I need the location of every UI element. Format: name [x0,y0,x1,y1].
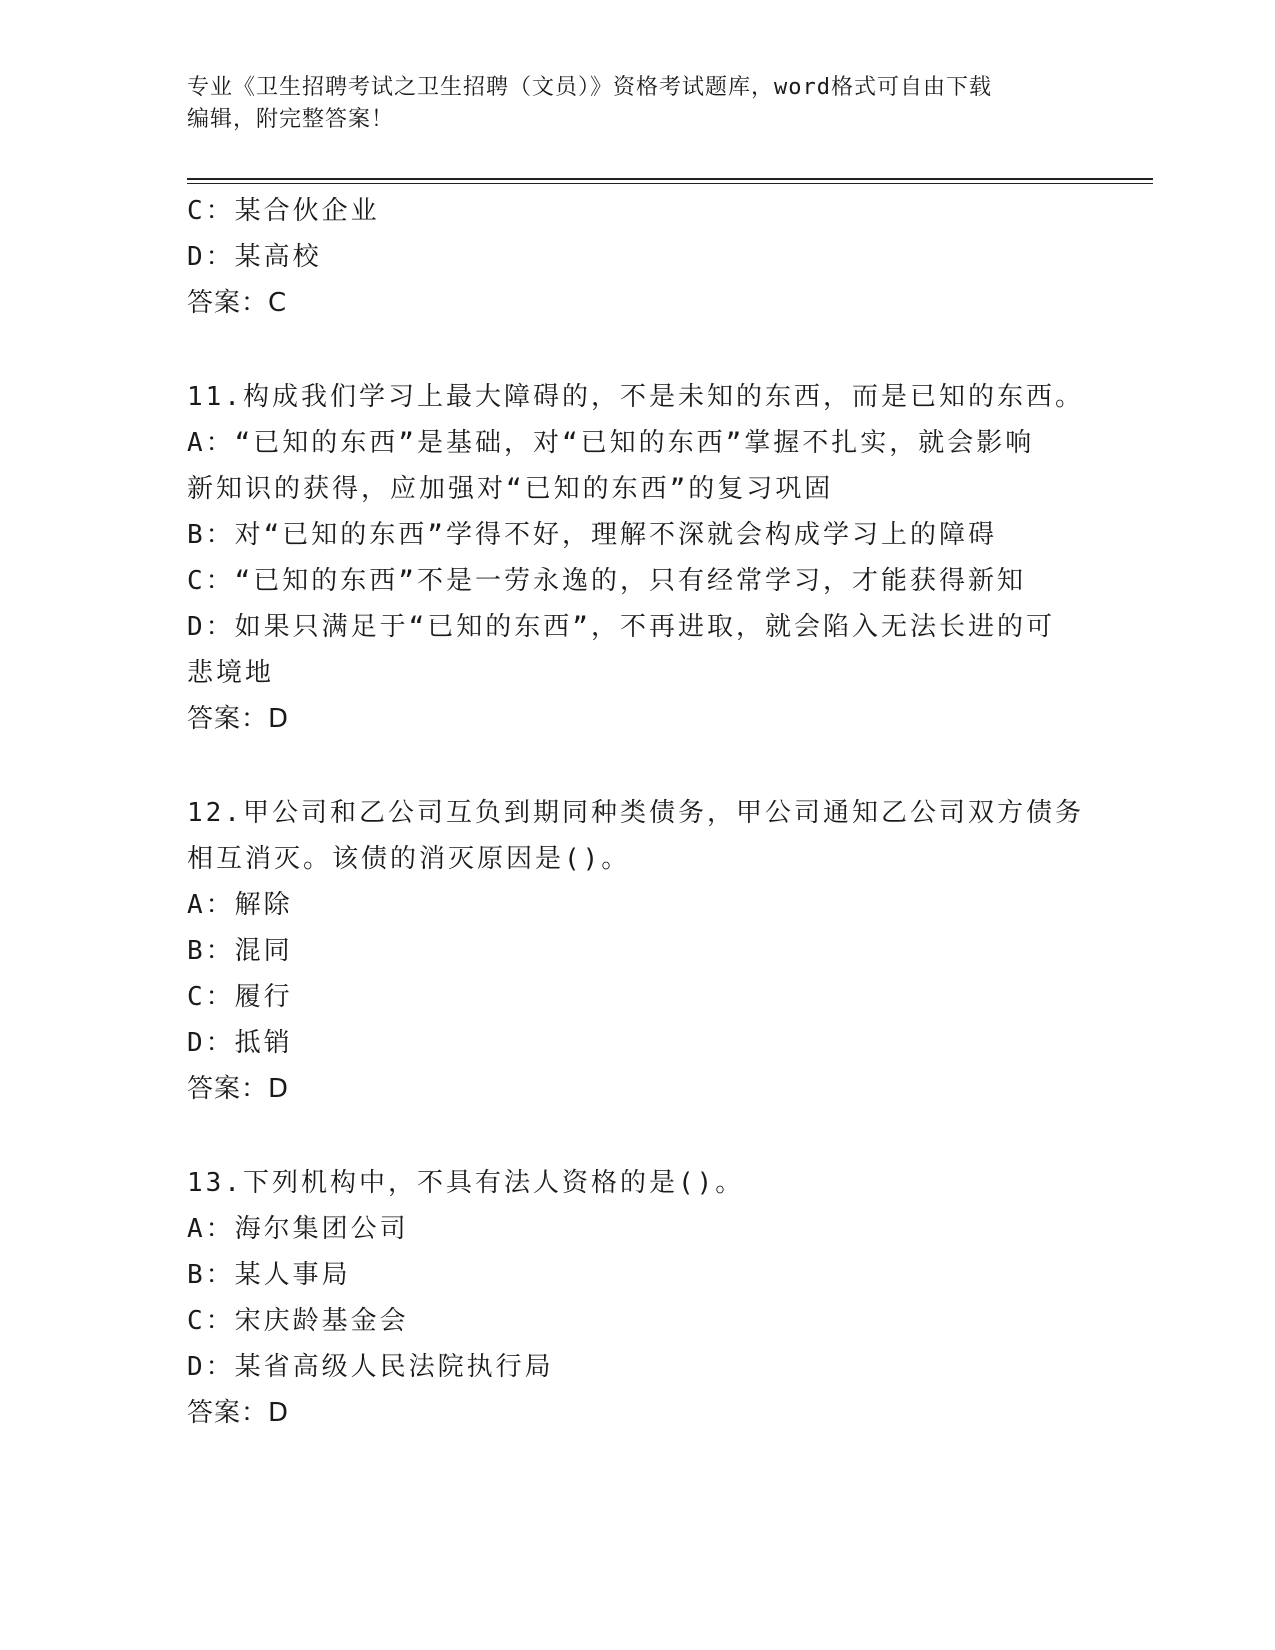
option-c: C：履行 [187,982,293,1012]
option-a: A：解除 [187,890,293,920]
option-d: D：某高校 [187,242,322,272]
question-11 [187,374,1087,742]
option-b: B：对“已知的东西”学得不好，理解不深就会构成学习上的障碍 [187,520,997,550]
question-stem-continued: 相互消灭。该债的消灭原因是()。 [187,844,631,874]
option-b: B：某人事局 [187,1260,351,1290]
spacer [187,742,1087,790]
header-line-1: 专业《卫生招聘考试之卫生招聘（文员）》资格考试题库，word格式可自由下载 [187,75,992,100]
question-13 [187,1160,1087,1436]
option-c: C：某合伙企业 [187,196,380,226]
option-c: C：宋庆龄基金会 [187,1306,409,1336]
option-d-continued: 悲境地 [187,658,275,688]
answer: 答案：D [187,1398,290,1428]
spacer [187,1112,1087,1160]
question-stem: 13.下列机构中，不具有法人资格的是()。 [187,1168,745,1198]
question-stem: 12.甲公司和乙公司互负到期同种类债务，甲公司通知乙公司双方债务 [187,798,1084,828]
option-a: A：“已知的东西”是基础，对“已知的东西”掌握不扎实，就会影响 [187,428,1035,458]
option-c: C：“已知的东西”不是一劳永逸的，只有经常学习，才能获得新知 [187,566,1026,596]
option-d: D：某省高级人民法院执行局 [187,1352,554,1382]
option-d: D：如果只满足于“已知的东西”，不再进取，就会陷入无法长进的可 [187,612,1055,642]
answer: 答案：D [187,704,290,734]
option-a: A：海尔集团公司 [187,1214,409,1244]
page-header [187,72,1087,136]
question-12 [187,790,1087,1112]
answer: 答案：D [187,1074,290,1104]
option-d: D：抵销 [187,1028,293,1058]
question-list [187,188,1087,1436]
header-divider-thin [187,183,1153,184]
spacer [187,326,1087,374]
question-10 [187,188,1087,326]
header-divider [187,178,1153,180]
question-stem: 11.构成我们学习上最大障碍的，不是未知的东西，而是已知的东西。 [187,382,1084,412]
option-a-continued: 新知识的获得，应加强对“已知的东西”的复习巩固 [187,474,834,504]
option-b: B：混同 [187,936,293,966]
answer: 答案：C [187,288,288,318]
header-line-2: 编辑，附完整答案！ [187,107,395,132]
